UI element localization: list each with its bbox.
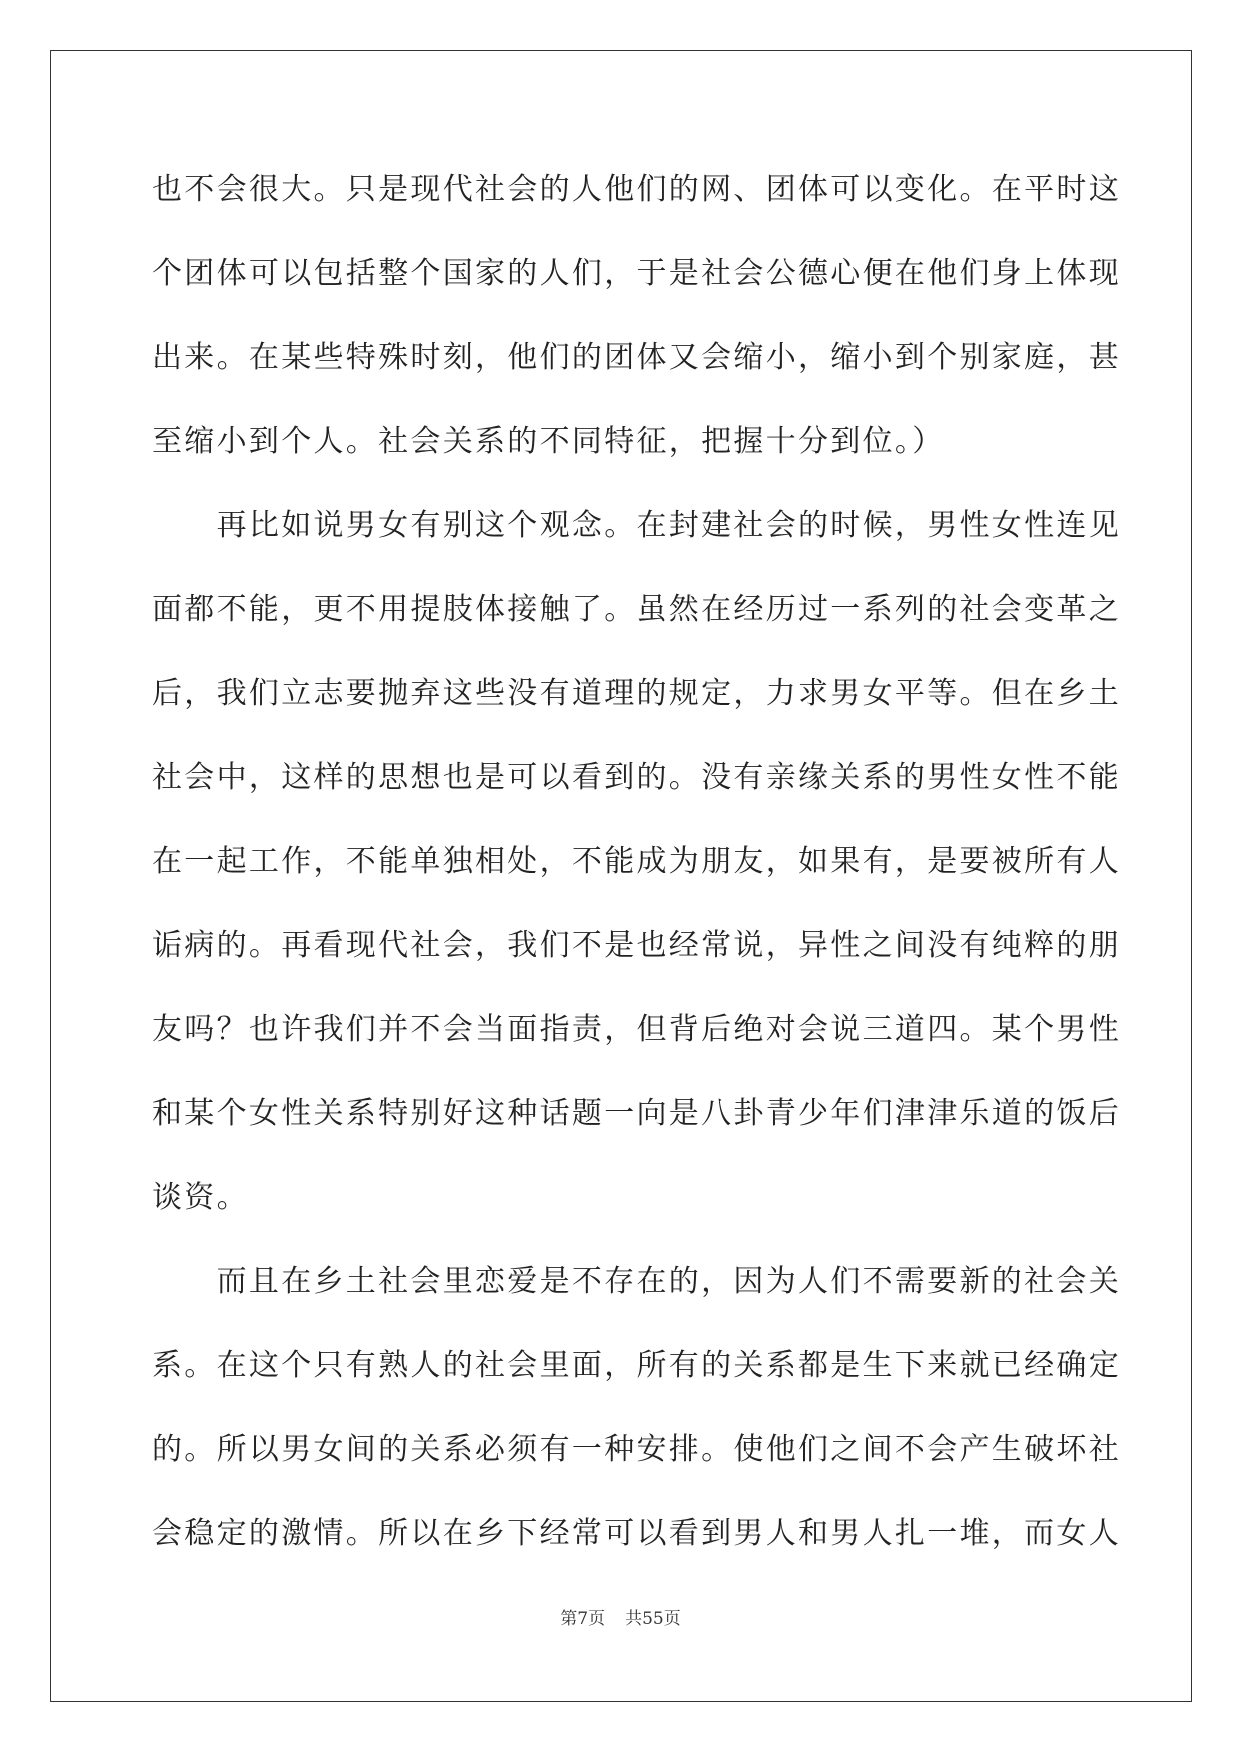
text-line: 出来。在某些特殊时刻，他们的团体又会缩小，缩小到个别家庭，甚 (152, 340, 1121, 375)
text-line: 友吗？也许我们并不会当面指责，但背后绝对会说三道四。某个男性 (152, 1012, 1121, 1047)
text-line: 谈资。 (152, 1180, 249, 1215)
text-line: 再比如说男女有别这个观念。在封建社会的时候，男性女性连见 (152, 508, 1121, 543)
page-total: 共55页 (625, 1609, 681, 1629)
text-line: 个团体可以包括整个国家的人们，于是社会公德心便在他们身上体现 (152, 256, 1121, 291)
text-line: 至缩小到个人。社会关系的不同特征，把握十分到位。） (152, 424, 945, 459)
text-line: 诟病的。再看现代社会，我们不是也经常说，异性之间没有纯粹的朋 (152, 928, 1121, 963)
text-line: 而且在乡土社会里恋爱是不存在的，因为人们不需要新的社会关 (152, 1264, 1121, 1299)
text-line: 社会中，这样的思想也是可以看到的。没有亲缘关系的男性女性不能 (152, 760, 1121, 795)
text-line: 系。在这个只有熟人的社会里面，所有的关系都是生下来就已经确定 (152, 1348, 1121, 1383)
text-line: 会稳定的激情。所以在乡下经常可以看到男人和男人扎一堆，而女人 (152, 1516, 1121, 1551)
text-line: 也不会很大。只是现代社会的人他们的网、团体可以变化。在平时这 (152, 172, 1121, 207)
page-footer (0, 1607, 1241, 1631)
text-line: 面都不能，更不用提肢体接触了。虽然在经历过一系列的社会变革之 (152, 592, 1121, 627)
page-number: 第7页 (560, 1609, 606, 1629)
text-line: 的。所以男女间的关系必须有一种安排。使他们之间不会产生破坏社 (152, 1432, 1121, 1467)
text-line: 和某个女性关系特别好这种话题一向是八卦青少年们津津乐道的饭后 (152, 1096, 1121, 1131)
document-body (152, 160, 1121, 1588)
text-line: 后，我们立志要抛弃这些没有道理的规定，力求男女平等。但在乡土 (152, 676, 1121, 711)
text-line: 在一起工作，不能单独相处，不能成为朋友，如果有，是要被所有人 (152, 844, 1121, 879)
